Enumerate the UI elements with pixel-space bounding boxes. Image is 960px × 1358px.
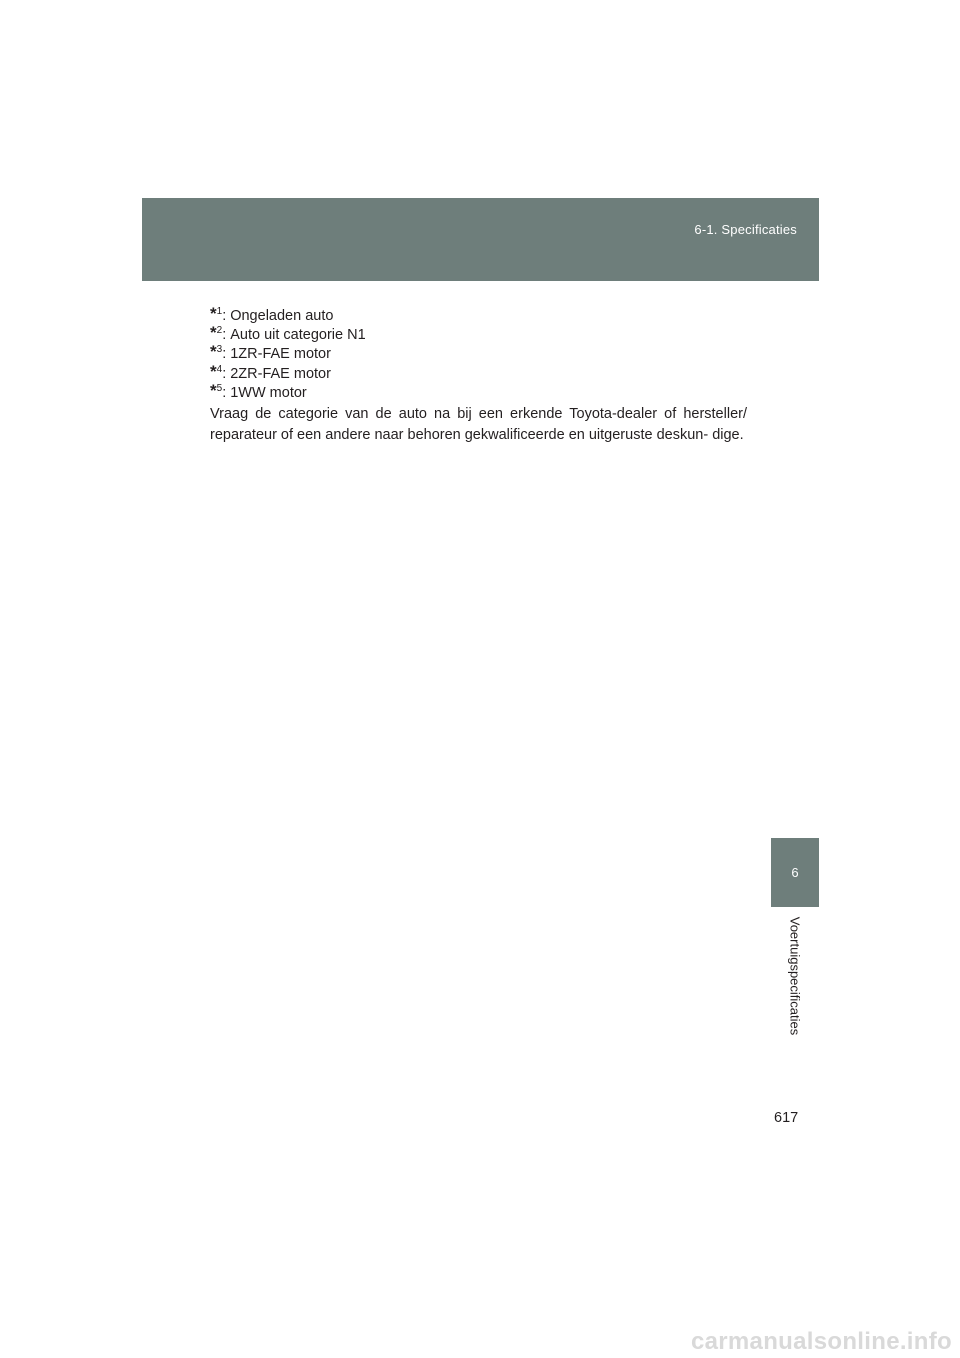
footnote-asterisk: *	[210, 323, 217, 343]
footnote-asterisk: *	[210, 361, 217, 381]
chapter-tab	[771, 838, 819, 907]
footnote-asterisk: *	[210, 342, 217, 362]
footnote-number: 2	[216, 325, 223, 337]
section-title: 6-1. Specificaties	[694, 222, 797, 237]
footnote-asterisk: *	[210, 380, 217, 400]
footnote-item	[210, 360, 770, 382]
footnote-item	[210, 379, 770, 401]
body-paragraph: Vraag de categorie van de auto na bij een erkende Toyota-dealer of hersteller/ reparateur of een andere naar behoren gekwalificeerde en uitgeruste deskun- dige.	[210, 406, 747, 443]
footnote-text: 1ZR-FAE motor	[230, 346, 331, 363]
footnote-separator: :	[222, 384, 227, 401]
footnote-text: 1WW motor	[230, 384, 307, 401]
footnote-number: 4	[216, 363, 223, 375]
header-band	[142, 198, 819, 281]
watermark: carmanualsonline.info	[690, 1328, 952, 1355]
footnote-item	[210, 321, 770, 344]
footnote-number: 1	[216, 306, 223, 317]
chapter-title: Voertuigspecificaties	[787, 916, 803, 1036]
footnote-separator: :	[222, 327, 227, 344]
page-number: 617	[774, 1110, 799, 1126]
footnote-separator: :	[222, 308, 227, 324]
footnote-number: 3	[216, 344, 223, 356]
footnote-asterisk: *	[210, 304, 217, 323]
chapter-number: 6	[791, 865, 799, 880]
footnote-number: 5	[216, 382, 223, 394]
footnote-text: Ongeladen auto	[230, 308, 334, 324]
footnote-separator: :	[222, 365, 227, 382]
footnote-text: Auto uit categorie N1	[230, 327, 366, 344]
footnote-separator: :	[222, 346, 227, 363]
footnote-item	[210, 340, 770, 363]
footnote-text: 2ZR-FAE motor	[230, 365, 331, 382]
footnote-item	[210, 302, 770, 324]
footnote-list	[210, 302, 770, 401]
